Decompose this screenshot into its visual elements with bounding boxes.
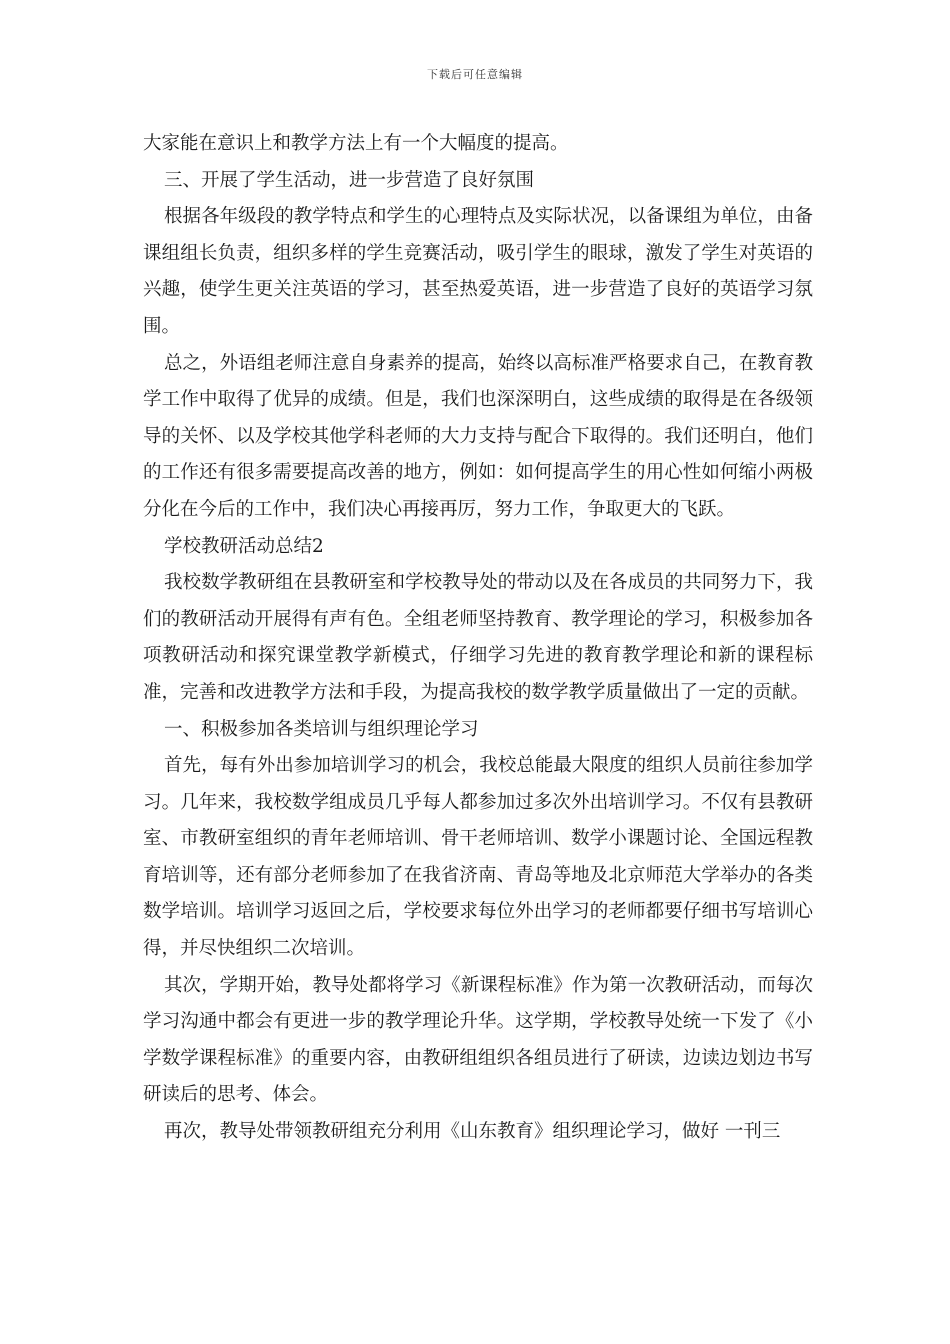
paragraph-first: 首先，每有外出参加培训学习的机会，我校总能最大限度的组织人员前往参加学习。几年来，我校数学组成员几乎每人都参加过多次外出培训学习。不仅有县教研室、市教研室组织的青年老师培训、骨干老师培训、数学小课题讨论、全国远程教育培训等，还有部分老师参加了在我省济南、青岛等地及北京师范大学举办的各类数学培训。培训学习返回之后，学校要求每位外出学习的老师都要仔细书写培训心得，并尽快组织二次培训。	[143, 755, 813, 960]
paragraph-summary: 总之，外语组老师注意自身素养的提高，始终以高标准严格要求自己，在教育教学工作中取得了优异的成绩。但是，我们也深深明白，这些成绩的取得是在各级领导的关怀、以及学校其他学科老师的大力支持与配合下取得的。我们还明白，他们的工作还有很多需要提高改善的地方，例如：如何提高学生的用心性如何缩小两极分化在今后的工作中，我们决心再接再厉，努力工作，争取更大的飞跃。	[143, 352, 813, 520]
paragraph-third: 再次，教导处带领教研组充分利用《山东教育》组织理论学习，做好 一刊三	[164, 1121, 781, 1143]
paragraph-second: 其次，学期开始，教导处都将学习《新课程标准》作为第一次教研活动，而每次学习沟通中都会有更进一步的教学理论升华。这学期，学校教导处统一下发了《小学数学课程标准》的重要内容，由教研组组织各组员进行了研读，边读边划边书写研读后的思考、体会。	[143, 974, 813, 1106]
paragraph-continuation: 大家能在意识上和教学方法上有一个大幅度的提高。	[143, 133, 569, 154]
page-header-note: 下载后可任意编辑	[427, 68, 523, 81]
section-heading-3: 三、开展了学生活动，进一步营造了良好氛围	[164, 169, 535, 191]
section-heading-1: 一、积极参加各类培训与组织理论学习	[164, 718, 479, 740]
paragraph-math-group-intro: 我校数学教研组在县教研室和学校教导处的带动以及在各成员的共同努力下，我们的教研活动开展得有声有色。全组老师坚持教育、教学理论的学习，积极参加各项教研活动和探究课堂教学新模式，仔细学习先进的教育教学理论和新的课程标准，完善和改进教学方法和手段，为提高我校的数学教学质量做出了一定的贡献。	[143, 572, 813, 703]
document-body	[143, 126, 813, 1151]
document-subtitle: 学校教研活动总结2	[164, 535, 324, 557]
paragraph-student-activities: 根据各年级段的教学特点和学生的心理特点及实际状况，以备课组为单位，由备课组组长负责，组织多样的学生竞赛活动，吸引学生的眼球，激发了学生对英语的兴趣，使学生更关注英语的学习，甚至热爱英语，进一步营造了良好的英语学习氛围。	[143, 206, 813, 337]
